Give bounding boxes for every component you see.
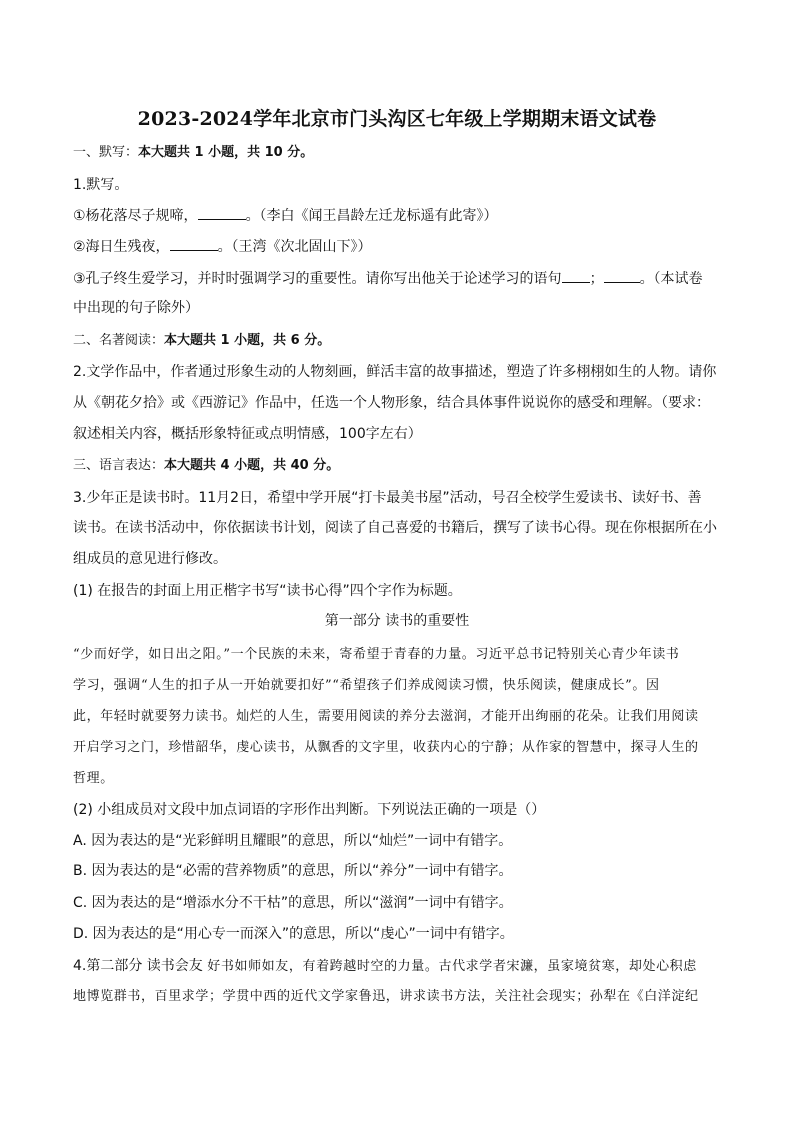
- item-text: ；: [589, 271, 604, 287]
- option-c[interactable]: C. 因为表达的是“增添水分不干枯”的意思，所以“滋润”一词中有错字。: [73, 895, 513, 911]
- question-4-line: [73, 956, 723, 977]
- item-text: ①杨花落尽子规啼，: [73, 208, 198, 224]
- question-1-stem: 1.默写。: [73, 177, 129, 193]
- passage-line: 学习，强调“人生的扣子从一开始就要扣好”“希望孩子们养成阅读习惯，快乐阅读，健康成长”。因: [73, 678, 660, 693]
- item-text: 。（李白《闻王昌龄左迁龙标遥有此寄》）: [245, 208, 498, 224]
- answer-blank[interactable]: [562, 268, 590, 283]
- section-2-header: [73, 331, 723, 351]
- passage-text: 好书如师如友，有着跨越时空的力量。古代求学者宋濂，虽家境贫寒，却处心积虑: [207, 959, 697, 974]
- passage-line: 开启学习之门，珍惜韶华，虔心读书，从飘香的文字里，收获内心的宁静；从作家的智慧中，探寻人生的: [73, 740, 699, 755]
- question-3-line: 组成员的意见进行修改。: [73, 551, 227, 567]
- section-label: 一、默写：: [73, 145, 139, 160]
- item-text: ③孔子终生爱学习，并时时强调学习的重要性。请你写出他关于论述学习的语句: [73, 271, 562, 287]
- option-b[interactable]: B. 因为表达的是“必需的营养物质”的意思，所以“养分”一词中有错字。: [73, 863, 513, 879]
- passage-line: 地博览群书，百里求学；学贯中西的近代文学家鲁迅，讲求读书方法，关注社会现实；孙犁在《白洋淀纪: [73, 989, 699, 1004]
- section-label: 二、名著阅读：: [73, 333, 165, 348]
- item-text: 。（王湾《次北固山下》）: [217, 239, 372, 255]
- section-label: 三、语言表达：: [73, 458, 165, 473]
- passage-line: 哲理。: [73, 771, 114, 786]
- question-1-item-1: [73, 205, 723, 226]
- item-text: 。（本试卷: [639, 271, 703, 287]
- exam-title: 2023-2024学年北京市门头沟区七年级上学期期末语文试卷: [137, 108, 657, 130]
- question-2-line: 从《朝花夕拾》或《西游记》作品中，任选一个人物形象，结合具体事件说说你的感受和理解。（要求：: [73, 395, 710, 411]
- section-desc: 本大题共 1 小题，共 10 分。: [138, 145, 314, 160]
- option-d[interactable]: D. 因为表达的是“用心专一而深入”的意思，所以“虔心”一词中有错字。: [73, 926, 514, 942]
- answer-blank[interactable]: [170, 236, 218, 251]
- passage-line: 此，年轻时就要努力读书。灿烂的人生，需要用阅读的养分去滋润，才能开出绚丽的花朵。让我们用阅读: [73, 709, 699, 724]
- question-3-line: 读书。在读书活动中，你依据读书计划，阅读了自己喜爱的书籍后，撰写了读书心得。现在你根据所在小: [73, 520, 717, 536]
- answer-blank[interactable]: [198, 205, 246, 220]
- option-a[interactable]: A. 因为表达的是“光彩鲜明且耀眼”的意思，所以“灿烂”一词中有错字。: [73, 833, 513, 849]
- question-3-line: 3.少年正是读书时。11月2日，希望中学开展“打卡最美书屋”活动，号召全校学生爱读书、读好书、善: [73, 490, 702, 506]
- question-2-line: 叙述相关内容，概括形象特征或点明情感，100字左右）: [73, 426, 422, 442]
- answer-blank[interactable]: [604, 268, 640, 283]
- item-text: ②海日生残夜，: [73, 239, 170, 255]
- question-3-sub-2: (2) 小组成员对文段中加点词语的字形作出判断。下列说法正确的一项是（）: [73, 802, 546, 818]
- question-1-item-2: [73, 236, 723, 257]
- section-1-header: [73, 143, 723, 163]
- question-3-sub-1: (1) 在报告的封面上用正楷字书写“读书心得”四个字作为标题。: [73, 583, 462, 599]
- question-1-item-3-cont: 中出现的句子除外）: [73, 300, 199, 316]
- section-3-header: [73, 456, 723, 476]
- question-1-item-3: [73, 268, 723, 289]
- passage-line: “少而好学，如日出之阳。”一个民族的未来，寄希望于青春的力量。习近平总书记特别关心青少年读书: [73, 647, 680, 662]
- question-2-line: 2.文学作品中，作者通过形象生动的人物刻画，鲜活丰富的故事描述，塑造了许多栩栩如生的人物。请你: [73, 364, 717, 380]
- question-4-lead: 4.第二部分 读书会友: [73, 958, 203, 974]
- section-desc: 本大题共 1 小题，共 6 分。: [164, 333, 331, 348]
- section-desc: 本大题共 4 小题，共 40 分。: [164, 458, 340, 473]
- part-1-title: 第一部分 读书的重要性: [324, 613, 470, 629]
